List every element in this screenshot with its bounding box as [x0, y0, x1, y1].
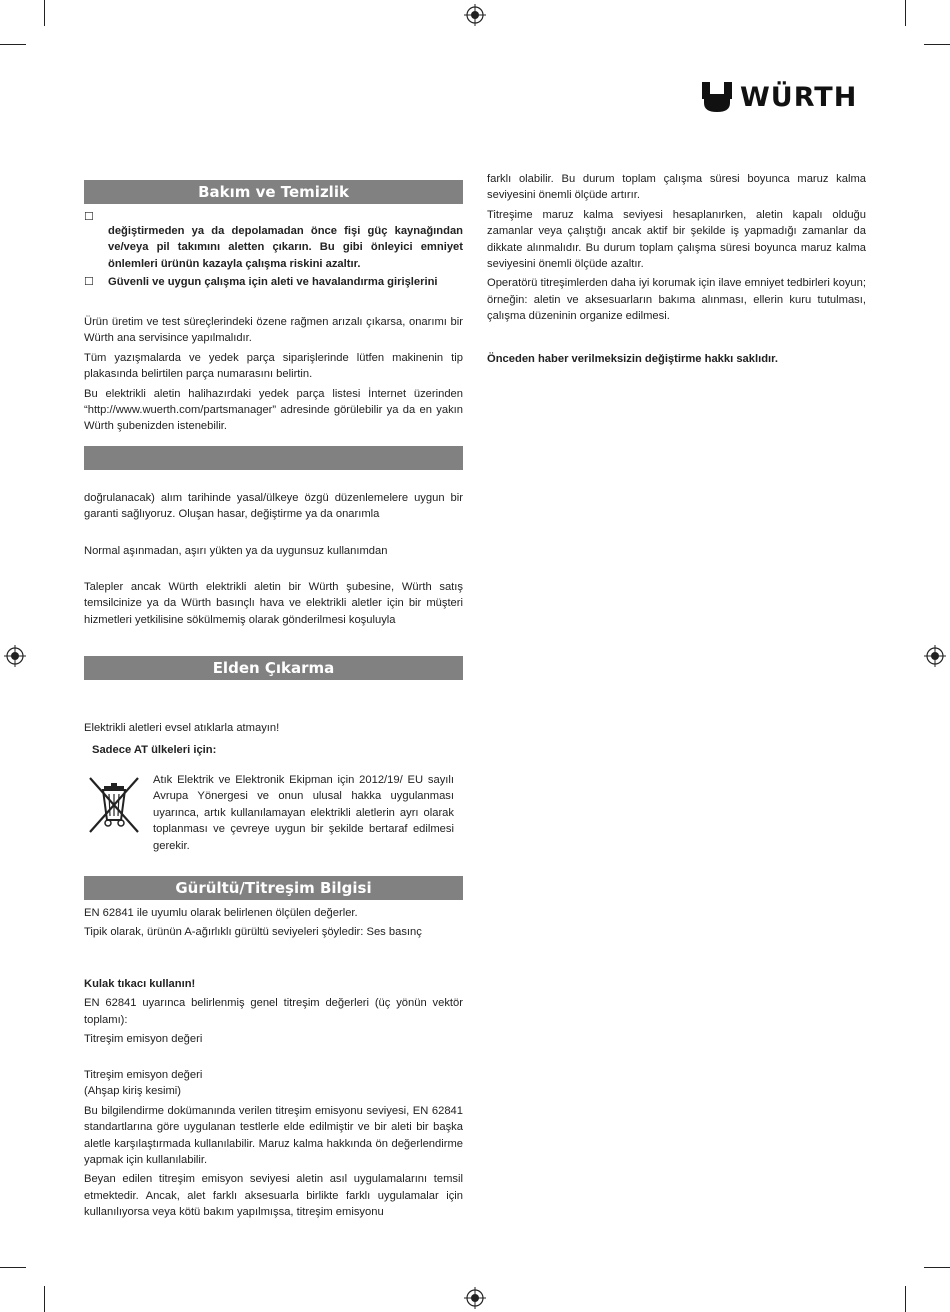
brand-name: WÜRTH [740, 81, 858, 113]
bullet-text: Güvenli ve uygun çalışma için aleti ve havalandırma girişlerini [108, 276, 438, 289]
crop-mark [924, 44, 950, 45]
checkbox-symbol: ☐ [84, 276, 95, 289]
crossed-bin-icon [86, 774, 142, 836]
paragraph: Titreşim emisyon değeri [84, 1033, 203, 1046]
right-column [487, 171, 866, 328]
paragraph: (Ahşap kiriş kesimi) [84, 1085, 181, 1098]
paragraph: EN 62841 uyarınca belirlenmiş genel titreşim değerleri (üç yönün vektör toplamı): [84, 997, 463, 1026]
noise-text [84, 905, 463, 944]
paragraph: Normal aşınmadan, aşırı yükten ya da uygunsuz kullanımdan [84, 545, 388, 557]
paragraph: farklı olabilir. Bu durum toplam çalışma süresi boyunca maruz kalma seviyesini önemli ölçüde artırır. [487, 173, 866, 202]
section-title-disposal: Elden Çıkarma [84, 656, 463, 680]
maintenance-bullets [84, 209, 463, 291]
section-title-maintenance: Bakım ve Temizlik [84, 180, 463, 204]
warranty-para [84, 543, 463, 562]
paragraph: Beyan edilen titreşim emisyon seviyesi aletin asıl uygulamalarını temsil etmektedir. Ancak, alet farklı aksesuarla birlikte farklı uygulamalar için kullanılıyorsa veya kötü bakım yapılmışsa, titreşim emisyonu [84, 1173, 463, 1219]
disposal-text [84, 720, 463, 739]
ec-countries-label: Sadece AT ülkeleri için: [92, 744, 217, 756]
warranty-para [84, 579, 463, 631]
paragraph: Titreşime maruz kalma seviyesi hesaplanırken, aletin kapalı olduğu zamanlar veya çalıştığı ancak aktif bir şekilde iş yapmadığı zamanlar da dikkate alınmalıdır. Bu durum toplam çalışma süresi boyunca maruz kalma seviyesini önemli ölçüde azaltır. [487, 208, 866, 271]
paragraph: Operatörü titreşimlerden daha iyi korumak için ilave emniyet tedbirleri koyun; örneğin: aletin ve aksesuarların bakıma alınması, ellerin kuru tutulması, çalışma düzeninin organize edilmesi. [487, 277, 866, 323]
paragraph: Bu bilgilendirme dokümanında verilen titreşim emisyonu seviyesi, EN 62841 standartlarına göre uygulanan testlerle elde edilmiştir ve bir aleti bir başka aletle karşılaştırmada kullanılabilir. Maruz kalma hakkında ön değerlendirme yapmak için kullanılabilir. [84, 1104, 463, 1167]
change-notice: Önceden haber verilmeksizin değiştirme hakkı saklıdır. [487, 353, 778, 365]
crop-mark [44, 1286, 45, 1312]
wurth-logo-icon [700, 80, 734, 114]
paragraph: Atık Elektrik ve Elektronik Ekipman için 2012/19/ EU sayılı Avrupa Yönergesi ve onun ulusal hakka uygulanması uyarınca, artık kullanılamayan elektrikli aletlerin ayrı olarak toplanması ve çevreye uygun bir şekilde bertaraf edilmesi gerekir. [153, 774, 454, 852]
bullet-item [84, 209, 463, 272]
crop-mark [44, 0, 45, 26]
service-text [84, 314, 463, 438]
bullet-item [84, 274, 463, 290]
paragraph: Ürün üretim ve test süreçlerindeki özene rağmen arızalı çıkarsa, onarımı bir Würth ana servisince yapılmalıdır. [84, 316, 463, 345]
checkbox-symbol: ☐ [84, 211, 95, 223]
paragraph: Talepler ancak Würth elektrikli aletin bir Würth şubesine, Würth satış temsilcinize ya da Würth basınçlı hava ve elektrikli aletler için bir müşteri hizmetleri yetkilisine sökülmemiş olarak gönderilmesi koşuluyla [84, 581, 463, 626]
bullet-text: değiştirmeden ya da depolamadan önce fişi güç kaynağından ve/veya pil takımını aletten çıkarın. Bu gibi önleyici emniyet önlemleri ürünün kazayla çalışma riskini azaltır. [108, 225, 463, 270]
paragraph: Bu elektrikli aletin halihazırdaki yedek parça listesi İnternet üzerinden “http://www.wuerth.com/partsmanager” adresinde görülebilir ya da en yakın Würth şubenizden istenebilir. [84, 387, 463, 433]
ear-protection-warning: Kulak tıkacı kullanın! [84, 978, 196, 990]
warranty-para [84, 490, 463, 526]
section-title-noise-vibration: Gürültü/Titreşim Bilgisi [84, 876, 463, 900]
crop-mark [905, 1286, 906, 1312]
paragraph: Tipik olarak, ürünün A-ağırlıklı gürültü seviyeleri şöyledir: Ses basınç [84, 926, 422, 939]
paragraph: doğrulanacak) alım tarihinde yasal/ülkeye özgü düzenlemelere uygun bir garanti sağlıyoruz. Oluşan hasar, değiştirme ya da onarımla [84, 492, 463, 521]
section-title-warranty [84, 446, 463, 470]
paragraph: EN 62841 ile uyumlu olarak belirlenen ölçülen değerler. [84, 907, 358, 919]
paragraph: Tüm yazışmalarda ve yedek parça siparişlerinde lütfen makinenin tip plakasında belirtilen parça numarasını belirtin. [84, 351, 463, 381]
weee-text [153, 772, 454, 857]
crop-mark [905, 0, 906, 26]
crop-mark [0, 1267, 26, 1268]
registration-mark-icon [924, 645, 946, 667]
paragraph: Titreşim emisyon değeri [84, 1069, 203, 1081]
vibration-text [84, 976, 463, 1051]
wurth-logo [700, 80, 857, 114]
registration-mark-icon [464, 4, 486, 26]
crop-mark [924, 1267, 950, 1268]
vibration-text-2 [84, 1067, 463, 1224]
crop-mark [0, 44, 26, 45]
paragraph: Elektrikli aletleri evsel atıklarla atmayın! [84, 722, 280, 734]
registration-mark-icon [4, 645, 26, 667]
registration-mark-icon [464, 1287, 486, 1309]
